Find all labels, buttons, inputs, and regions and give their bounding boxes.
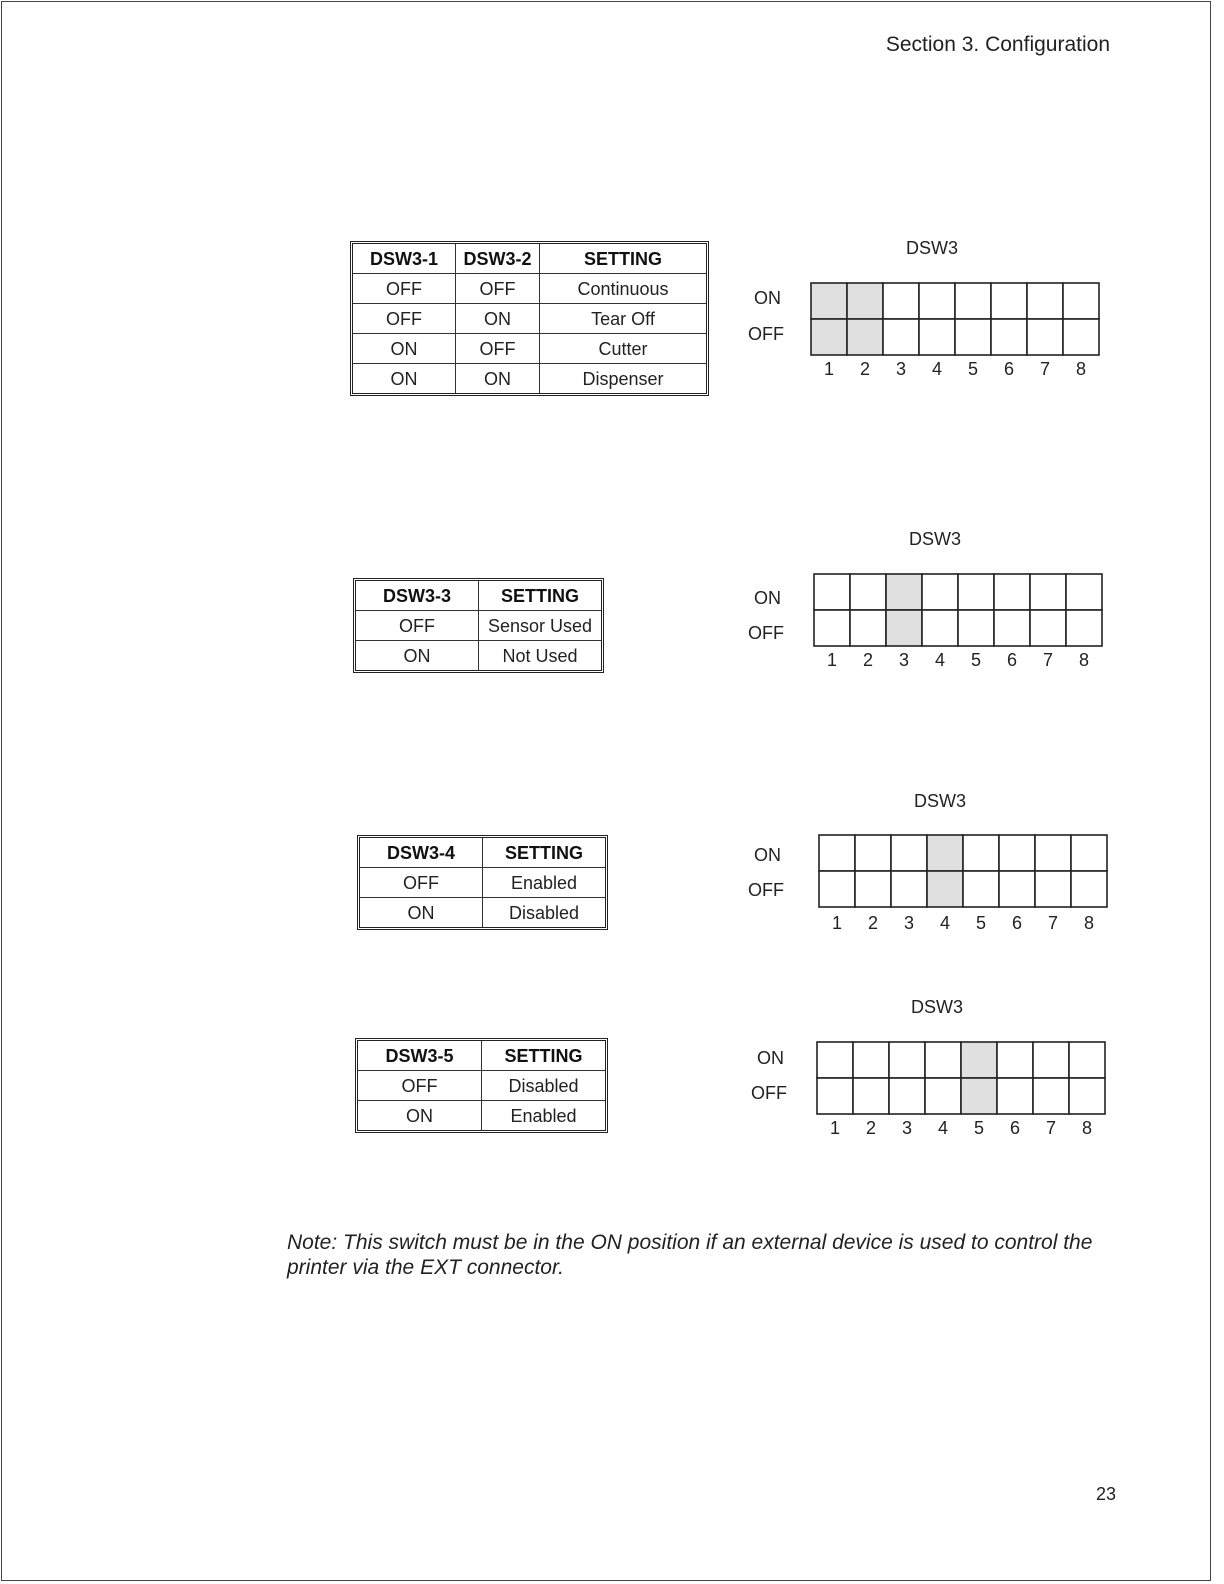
dip-switch-grid: [819, 835, 1107, 907]
switch-number: 4: [937, 1118, 948, 1138]
switch-3-on-cell: [891, 835, 927, 871]
diagram-title: DSW3: [911, 997, 964, 1017]
switch-4-off-cell: [919, 319, 955, 355]
switch-8-off-cell: [1063, 319, 1099, 355]
table-cell: ON: [456, 304, 540, 334]
switch-8-off-cell: [1069, 1078, 1105, 1114]
off-label: OFF: [748, 623, 784, 643]
switch-1-on-cell: [811, 283, 847, 319]
switch-number: 5: [967, 359, 978, 379]
table-cell: OFF: [360, 868, 483, 898]
table-header-cell: SETTING: [482, 1041, 605, 1071]
table-cell: ON: [353, 364, 456, 393]
switch-number: 6: [1006, 650, 1017, 670]
table-cell: Dispenser: [582, 368, 664, 389]
switch-7-on-cell: [1030, 574, 1066, 610]
switch-7-off-cell: [1030, 610, 1066, 646]
table-row: [353, 364, 706, 393]
switch-numbers: [819, 913, 1107, 934]
switch-number: 8: [1081, 1118, 1092, 1138]
dip-switch-grid: [817, 1042, 1105, 1114]
switch-numbers: [811, 359, 1099, 380]
switch-number: 8: [1083, 913, 1094, 933]
switch-number: 7: [1042, 650, 1053, 670]
switch-6-on-cell: [997, 1042, 1033, 1078]
dsw3-5-table: [355, 1038, 608, 1133]
table-header-cell: SETTING: [479, 581, 601, 611]
table-header-cell: DSW3-4: [360, 838, 483, 868]
table-cell: OFF: [356, 611, 479, 641]
on-label: ON: [754, 588, 781, 608]
table-row: [353, 274, 706, 304]
switch-5-off-cell: [963, 871, 999, 907]
switch-2-off-cell: [850, 610, 886, 646]
table-row: [358, 1071, 605, 1101]
switch-number: 4: [939, 913, 950, 933]
switch-5-on-cell: [961, 1042, 997, 1078]
switch-4-on-cell: [925, 1042, 961, 1078]
table-header-cell: SETTING: [540, 244, 706, 274]
table-cell: Disabled: [508, 902, 580, 923]
table-header-cell: DSW3-2: [456, 244, 540, 274]
table-row: [360, 898, 605, 927]
switch-8-on-cell: [1063, 283, 1099, 319]
table-cell: OFF: [456, 274, 540, 304]
switch-1-off-cell: [811, 319, 847, 355]
table-header-cell: DSW3-1: [353, 244, 456, 274]
switch-7-on-cell: [1027, 283, 1063, 319]
table-cell: Enabled: [510, 1105, 577, 1126]
switch-number: 8: [1078, 650, 1089, 670]
switch-number: 3: [901, 1118, 912, 1138]
switch-3-off-cell: [889, 1078, 925, 1114]
switch-2-off-cell: [853, 1078, 889, 1114]
switch-6-off-cell: [997, 1078, 1033, 1114]
page-border: [1, 1, 1211, 1581]
off-label: OFF: [748, 324, 784, 344]
table-cell: ON: [358, 1101, 482, 1130]
dip-switch-grid: [814, 574, 1102, 646]
table-header-cell: DSW3-3: [356, 581, 479, 611]
on-label: ON: [757, 1048, 784, 1068]
on-label: ON: [754, 288, 781, 308]
table-cell: Not Used: [502, 645, 578, 666]
diagram-title: DSW3: [906, 238, 959, 258]
table-cell: OFF: [353, 274, 456, 304]
table-cell: Disabled: [482, 1071, 605, 1101]
switch-number: 4: [931, 359, 942, 379]
switch-number: 5: [970, 650, 981, 670]
switch-7-on-cell: [1035, 835, 1071, 871]
switch-number: 6: [1009, 1118, 1020, 1138]
switch-3-on-cell: [883, 283, 919, 319]
switch-5-on-cell: [958, 574, 994, 610]
table-row: [360, 868, 605, 898]
table-cell: Sensor Used: [479, 611, 601, 641]
table-cell: Enabled: [483, 868, 605, 898]
table-cell: OFF: [358, 1071, 482, 1101]
table-header-cell: SETTING: [483, 838, 605, 868]
switch-6-off-cell: [994, 610, 1030, 646]
switch-1-off-cell: [814, 610, 850, 646]
switch-4-off-cell: [927, 871, 963, 907]
switch-6-off-cell: [991, 319, 1027, 355]
switch-number: 1: [823, 359, 834, 379]
switch-numbers: [814, 650, 1102, 671]
switch-number: 2: [865, 1118, 876, 1138]
switch-8-on-cell: [1069, 1042, 1105, 1078]
switch-1-off-cell: [817, 1078, 853, 1114]
switch-3-off-cell: [891, 871, 927, 907]
switch-7-on-cell: [1033, 1042, 1069, 1078]
switch-number: 7: [1045, 1118, 1056, 1138]
switch-6-off-cell: [999, 871, 1035, 907]
table-cell: Continuous: [540, 274, 706, 304]
switch-6-on-cell: [991, 283, 1027, 319]
switch-3-off-cell: [883, 319, 919, 355]
table-row: [356, 641, 601, 670]
switch-4-on-cell: [919, 283, 955, 319]
switch-2-off-cell: [855, 871, 891, 907]
switch-2-on-cell: [847, 283, 883, 319]
switch-7-off-cell: [1027, 319, 1063, 355]
table-header-row: [358, 1041, 605, 1071]
switch-number: 5: [973, 1118, 984, 1138]
switch-4-on-cell: [922, 574, 958, 610]
switch-number: 7: [1047, 913, 1058, 933]
page-number: 23: [1095, 1484, 1116, 1504]
switch-numbers: [817, 1118, 1105, 1139]
table-cell: OFF: [456, 334, 540, 364]
switch-4-on-cell: [927, 835, 963, 871]
switch-2-on-cell: [850, 574, 886, 610]
dsw3-1-2-table: [350, 241, 709, 396]
switch-2-off-cell: [847, 319, 883, 355]
switch-number: 8: [1075, 359, 1086, 379]
table-row: [358, 1101, 605, 1130]
switch-3-on-cell: [889, 1042, 925, 1078]
switch-number: 2: [859, 359, 870, 379]
switch-2-on-cell: [853, 1042, 889, 1078]
dsw3-4-table: [357, 835, 608, 930]
switch-number: 3: [903, 913, 914, 933]
switch-number: 5: [975, 913, 986, 933]
switch-number: 1: [831, 913, 842, 933]
switch-number: 6: [1003, 359, 1014, 379]
switch-number: 7: [1039, 359, 1050, 379]
switch-4-off-cell: [925, 1078, 961, 1114]
switch-5-off-cell: [955, 319, 991, 355]
switch-7-off-cell: [1035, 871, 1071, 907]
table-cell: Tear Off: [540, 304, 706, 334]
table-header-row: [353, 244, 706, 274]
switch-number: 4: [934, 650, 945, 670]
switch-number: 1: [829, 1118, 840, 1138]
note-text: Note: This switch must be in the ON position if an external device is used to control the printer via the EXT connector.: [287, 1231, 1093, 1279]
table-header-cell: DSW3-5: [358, 1041, 482, 1071]
switch-1-on-cell: [819, 835, 855, 871]
switch-7-off-cell: [1033, 1078, 1069, 1114]
switch-8-off-cell: [1066, 610, 1102, 646]
table-cell: OFF: [353, 304, 456, 334]
table-cell: ON: [360, 898, 483, 927]
table-header-row: [360, 838, 605, 868]
switch-number: 3: [898, 650, 909, 670]
table-cell: ON: [353, 334, 456, 364]
switch-5-off-cell: [958, 610, 994, 646]
table-row: [353, 334, 706, 364]
switch-5-on-cell: [955, 283, 991, 319]
table-row: [353, 304, 706, 334]
switch-5-off-cell: [961, 1078, 997, 1114]
switch-1-off-cell: [819, 871, 855, 907]
switch-3-on-cell: [886, 574, 922, 610]
dsw3-3-table: [353, 578, 604, 673]
dip-switch-grid: [811, 283, 1099, 355]
switch-8-on-cell: [1066, 574, 1102, 610]
on-label: ON: [754, 845, 781, 865]
table-cell: Cutter: [540, 334, 706, 364]
switch-3-off-cell: [886, 610, 922, 646]
diagram-title: DSW3: [914, 791, 967, 811]
switch-5-on-cell: [963, 835, 999, 871]
switch-number: 6: [1011, 913, 1022, 933]
section-title: Section 3. Configuration: [885, 33, 1110, 56]
table-row: [356, 611, 601, 641]
off-label: OFF: [748, 880, 784, 900]
switch-number: 2: [867, 913, 878, 933]
table-header-row: [356, 581, 601, 611]
diagram-title: DSW3: [909, 529, 962, 549]
switch-1-on-cell: [817, 1042, 853, 1078]
switch-number: 2: [862, 650, 873, 670]
switch-8-on-cell: [1071, 835, 1107, 871]
off-label: OFF: [751, 1083, 787, 1103]
switch-8-off-cell: [1071, 871, 1107, 907]
switch-6-on-cell: [999, 835, 1035, 871]
switch-1-on-cell: [814, 574, 850, 610]
switch-number: 3: [895, 359, 906, 379]
switch-2-on-cell: [855, 835, 891, 871]
table-cell: ON: [456, 364, 540, 393]
switch-number: 1: [826, 650, 837, 670]
table-cell: ON: [356, 641, 479, 670]
switch-6-on-cell: [994, 574, 1030, 610]
switch-4-off-cell: [922, 610, 958, 646]
